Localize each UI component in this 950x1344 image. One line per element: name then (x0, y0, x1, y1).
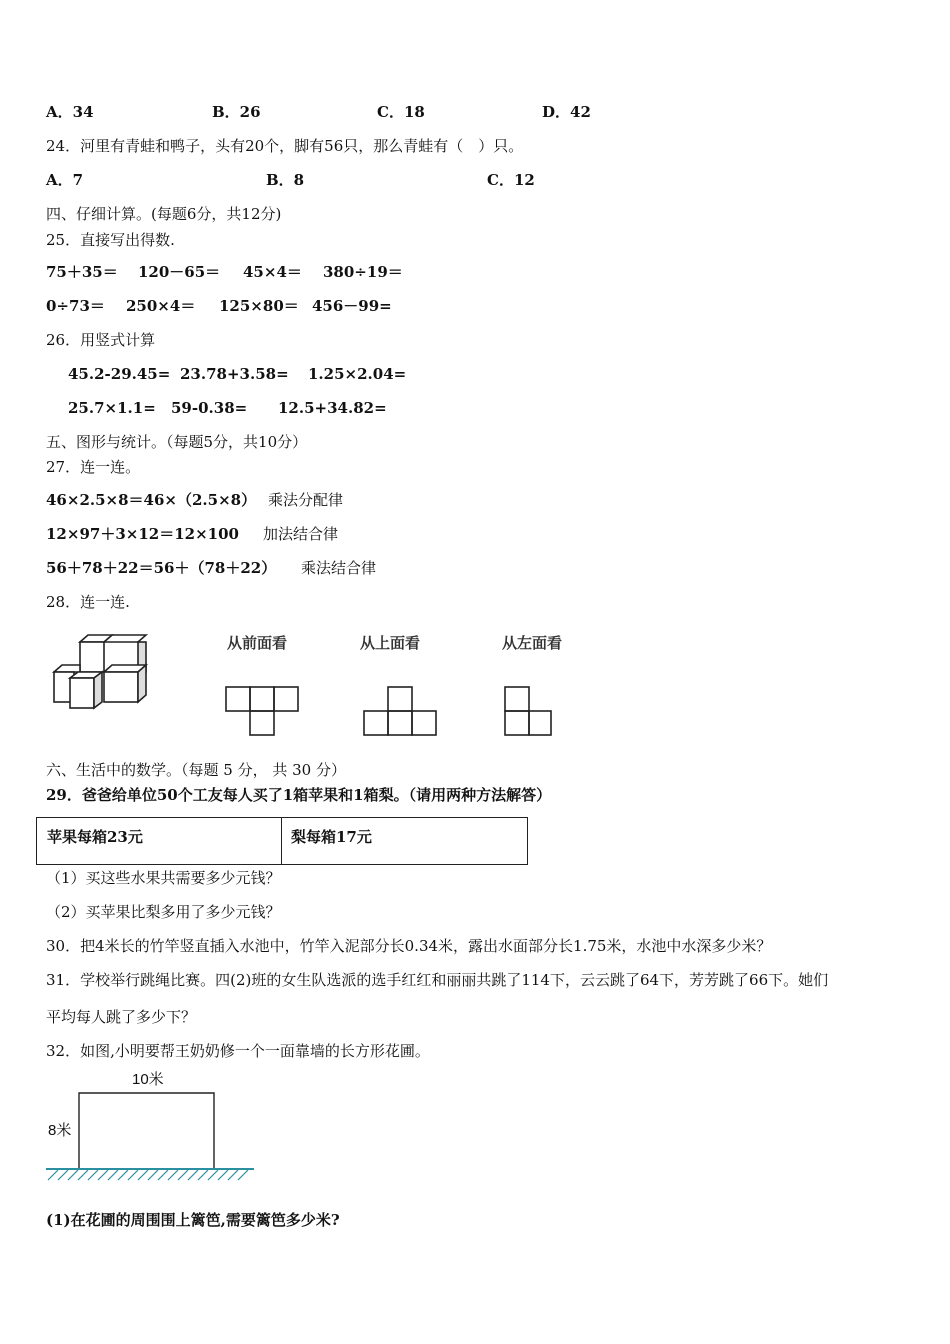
q30-text: 30．把4米长的竹竿竖直插入水池中，竹竿入泥部分长0.34米，露出水面部分长1.75米，水池中水深多少米？ (46, 937, 772, 955)
wall-hatch (78, 1170, 88, 1180)
q27-expression: 12×97＋3×12＝12×100 (46, 525, 239, 543)
cube-face (70, 678, 94, 708)
section4-heading: 四、仔细计算。(每题6分，共12分) (46, 205, 282, 223)
q24-option-c: C．12 (487, 171, 535, 189)
wall-hatch (218, 1170, 228, 1180)
view-label-front: 从前面看 (227, 634, 288, 652)
q26-item: 59-0.38= (171, 399, 248, 417)
wall-hatch (88, 1170, 98, 1180)
q25-item: 75＋35＝ (46, 263, 118, 281)
q27-title: 27．连一连。 (46, 458, 141, 476)
q29-sub1: （1）买这些水果共需要多少元钱？ (46, 869, 281, 887)
cube-face (94, 672, 102, 708)
wall-hatch (158, 1170, 168, 1180)
cube-face (54, 665, 80, 672)
q23-option-c: C．18 (377, 103, 425, 121)
wall-hatch (208, 1170, 218, 1180)
q26-item: 45.2-29.45= (68, 365, 171, 383)
q28-title: 28．连一连. (46, 593, 130, 611)
q32-sub1: (1)在花圃的周围围上篱笆,需要篱笆多少米? (46, 1211, 340, 1229)
price-table (36, 817, 528, 865)
q23-option-a: A．34 (46, 103, 94, 121)
q25-item: 0÷73＝ (46, 297, 105, 315)
q27-expression: 46×2.5×8＝46×（2.5×8） (46, 491, 257, 509)
q25-item: 456－99= (312, 297, 392, 315)
view-square (274, 687, 298, 711)
wall-hatch (228, 1170, 238, 1180)
wall-hatch (128, 1170, 138, 1180)
q26-item: 23.78+3.58= (180, 365, 289, 383)
q26-item: 25.7×1.1= (68, 399, 156, 417)
q27-law: 乘法结合律 (301, 559, 377, 577)
view-square (505, 711, 529, 735)
wall-hatch (238, 1170, 248, 1180)
fence-outline (79, 1093, 214, 1169)
cube-face (80, 642, 104, 672)
width-label: 10米 (132, 1071, 164, 1088)
wall-hatch (98, 1170, 108, 1180)
q26-item: 12.5+34.82= (278, 399, 387, 417)
wall-hatch (118, 1170, 128, 1180)
view-label-left: 从左面看 (502, 634, 563, 652)
wall-hatch (168, 1170, 178, 1180)
q25-item: 380÷19＝ (323, 263, 403, 281)
view-square (388, 711, 412, 735)
wall-hatch (188, 1170, 198, 1180)
table-cell-apple: 苹果每箱23元 (47, 828, 143, 846)
cube-face (104, 672, 138, 702)
section6-heading: 六、生活中的数学。（每题 5 分， 共 30 分） (46, 761, 346, 779)
q29-sub2: （2）买苹果比梨多用了多少元钱？ (46, 903, 281, 921)
left-view-figure (504, 686, 558, 738)
q26-title: 26．用竖式计算 (46, 331, 156, 349)
view-square (529, 711, 551, 735)
wall-hatch (48, 1170, 58, 1180)
view-square (505, 687, 529, 711)
wall-hatch (198, 1170, 208, 1180)
table-cell-pear: 梨每箱17元 (291, 828, 372, 846)
q27-law: 加法结合律 (263, 525, 339, 543)
wall-hatch (148, 1170, 158, 1180)
table-divider (281, 818, 282, 864)
q23-option-b: B．26 (212, 103, 261, 121)
q29-title: 29．爸爸给单位50个工友每人买了1箱苹果和1箱梨。（请用两种方法解答） (46, 786, 552, 804)
flower-bed-figure (44, 1090, 258, 1185)
q27-expression: 56＋78＋22＝56＋（78＋22） (46, 559, 277, 577)
view-square (226, 687, 250, 711)
q25-item: 120－65＝ (138, 263, 221, 281)
view-square (364, 711, 388, 735)
view-square (388, 687, 412, 711)
q24-option-b: B．8 (266, 171, 305, 189)
q31-line2: 平均每人跳了多少下？ (46, 1008, 197, 1026)
q25-item: 45×4＝ (243, 263, 302, 281)
view-square (250, 711, 274, 735)
wall-hatch (68, 1170, 78, 1180)
wall-hatch (108, 1170, 118, 1180)
q25-item: 250×4＝ (126, 297, 196, 315)
view-label-top: 从上面看 (360, 634, 421, 652)
q24-text: 24．河里有青蛙和鸭子，头有20个，脚有56只，那么青蛙有（ ）只。 (46, 137, 524, 155)
q26-item: 1.25×2.04= (308, 365, 407, 383)
wall-hatch (178, 1170, 188, 1180)
height-label: 8米 (48, 1122, 72, 1139)
section5-heading: 五、图形与统计。（每题5分，共10分） (46, 433, 308, 451)
q31-line1: 31．学校举行跳绳比赛。四(2)班的女生队选派的选手红红和丽丽共跳了114下，云云跳了64下，芳芳跳了66下。她们 (46, 971, 829, 989)
wall-hatch (138, 1170, 148, 1180)
q25-title: 25．直接写出得数. (46, 231, 175, 249)
view-square (412, 711, 436, 735)
cube-stack-figure (50, 632, 150, 714)
q24-option-a: A．7 (46, 171, 84, 189)
q32-title: 32．如图,小明要帮王奶奶修一个一面靠墙的长方形花圃。 (46, 1042, 430, 1060)
view-square (250, 687, 274, 711)
q27-law: 乘法分配律 (268, 491, 344, 509)
wall-hatch (58, 1170, 68, 1180)
q25-item: 125×80＝ (219, 297, 299, 315)
front-view-figure (225, 686, 305, 738)
q23-option-d: D．42 (542, 103, 591, 121)
cube-face (138, 665, 146, 702)
top-view-figure (363, 686, 443, 738)
